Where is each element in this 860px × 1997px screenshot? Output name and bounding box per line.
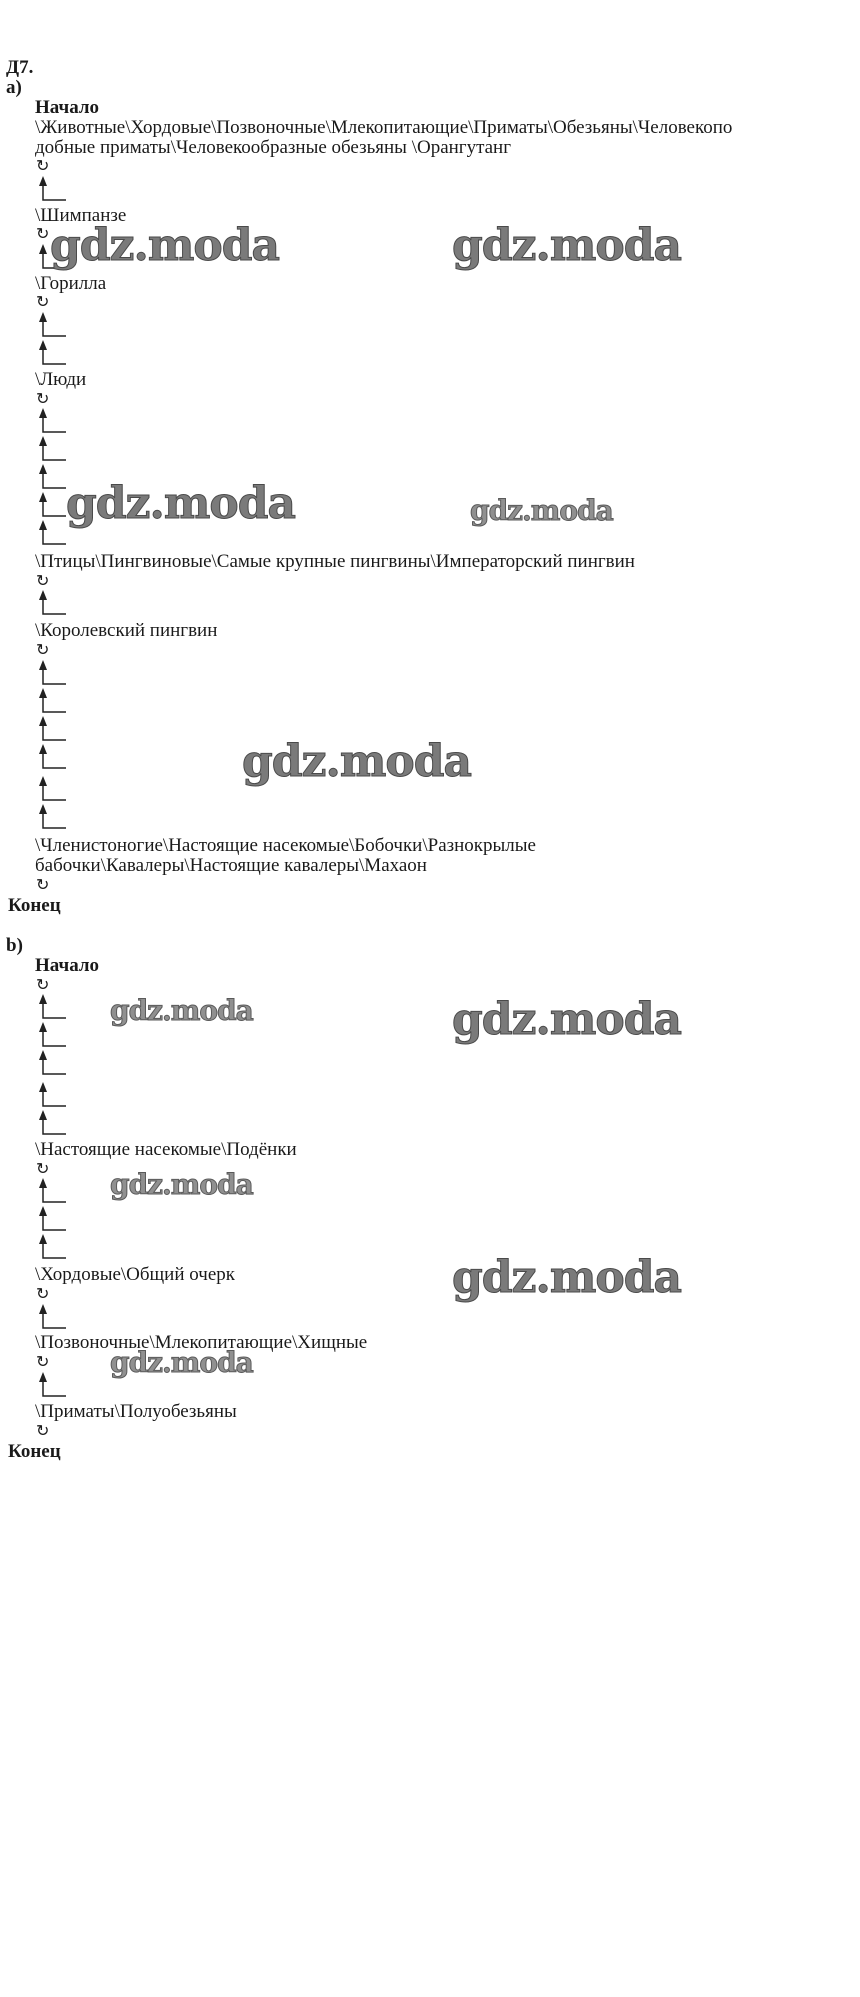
loop-symbol: ↻	[36, 156, 50, 175]
b-vertebrates: \Позвоночные\Млекопитающие\Хищные	[35, 1332, 368, 1353]
a-end: Конец	[8, 895, 61, 916]
watermark: gdz.moda	[110, 1346, 253, 1379]
loop-symbol: ↻	[36, 975, 50, 994]
part-b-label: b)	[6, 935, 23, 956]
b-end: Конец	[8, 1441, 61, 1462]
watermark: gdz.moda	[452, 1252, 682, 1303]
part-a-label: а)	[6, 77, 22, 98]
return-arrow-icon	[36, 1048, 68, 1078]
loop-symbol: ↻	[36, 1352, 50, 1371]
a-chimp: \Шимпанзе	[35, 205, 127, 226]
return-arrow-icon	[36, 338, 68, 368]
watermark: gdz.moda	[110, 994, 253, 1027]
return-arrow-icon	[36, 1176, 68, 1206]
a-people: \Люди	[35, 369, 87, 390]
loop-symbol: ↻	[36, 224, 50, 243]
return-arrow-icon	[36, 174, 68, 204]
watermark: gdz.moda	[470, 494, 613, 527]
b-primates: \Приматы\Полуобезьяны	[35, 1401, 237, 1422]
a-birds: \Птицы\Пингвиновые\Самые крупные пингвины\Императорский пингвин	[35, 551, 635, 572]
return-arrow-icon	[36, 434, 68, 464]
watermark: gdz.moda	[452, 994, 682, 1045]
return-arrow-icon	[36, 992, 68, 1022]
a-king-penguin: \Королевский пингвин	[35, 620, 218, 641]
return-arrow-icon	[36, 774, 68, 804]
watermark: gdz.moda	[66, 478, 296, 529]
a-path-line2: добные приматы\Человекообразные обезьяны \Орангутанг	[35, 137, 512, 158]
loop-symbol: ↻	[36, 571, 50, 590]
return-arrow-icon	[36, 490, 68, 520]
return-arrow-icon	[36, 462, 68, 492]
return-arrow-icon	[36, 742, 68, 772]
loop-symbol: ↻	[36, 1284, 50, 1303]
return-arrow-icon	[36, 1020, 68, 1050]
watermark: gdz.moda	[110, 1168, 253, 1201]
return-arrow-icon	[36, 1080, 68, 1110]
return-arrow-icon	[36, 588, 68, 618]
watermark: gdz.moda	[50, 220, 280, 271]
return-arrow-icon	[36, 658, 68, 688]
a-start: Начало	[35, 97, 100, 118]
return-arrow-icon	[36, 518, 68, 548]
task-number: Д7.	[6, 57, 34, 78]
return-arrow-icon	[36, 686, 68, 716]
loop-symbol: ↻	[36, 640, 50, 659]
return-arrow-icon	[36, 802, 68, 832]
return-arrow-icon	[36, 310, 68, 340]
return-arrow-icon	[36, 714, 68, 744]
a-arthropods-line2: бабочки\Кавалеры\Настоящие кавалеры\Махаон	[35, 855, 427, 876]
loop-symbol: ↻	[36, 292, 50, 311]
return-arrow-icon	[36, 1232, 68, 1262]
watermark: gdz.moda	[452, 220, 682, 271]
return-arrow-icon	[36, 1204, 68, 1234]
return-arrow-icon	[36, 1302, 68, 1332]
loop-symbol: ↻	[36, 875, 50, 894]
b-insects: \Настоящие насекомые\Подёнки	[35, 1139, 297, 1160]
b-start: Начало	[35, 955, 100, 976]
return-arrow-icon	[36, 1108, 68, 1138]
loop-symbol: ↻	[36, 1159, 50, 1178]
a-gorilla: \Горилла	[35, 273, 107, 294]
a-path-line1: \Животные\Хордовые\Позвоночные\Млекопитающие\Приматы\Обезьяны\Человекопо	[35, 117, 733, 138]
return-arrow-icon	[36, 1370, 68, 1400]
a-arthropods-line1: \Членистоногие\Настоящие насекомые\Бобочки\Разнокрылые	[35, 835, 536, 856]
watermark: gdz.moda	[242, 736, 472, 787]
loop-symbol: ↻	[36, 389, 50, 408]
return-arrow-icon	[36, 406, 68, 436]
b-chordates: \Хордовые\Общий очерк	[35, 1264, 236, 1285]
loop-symbol: ↻	[36, 1421, 50, 1440]
